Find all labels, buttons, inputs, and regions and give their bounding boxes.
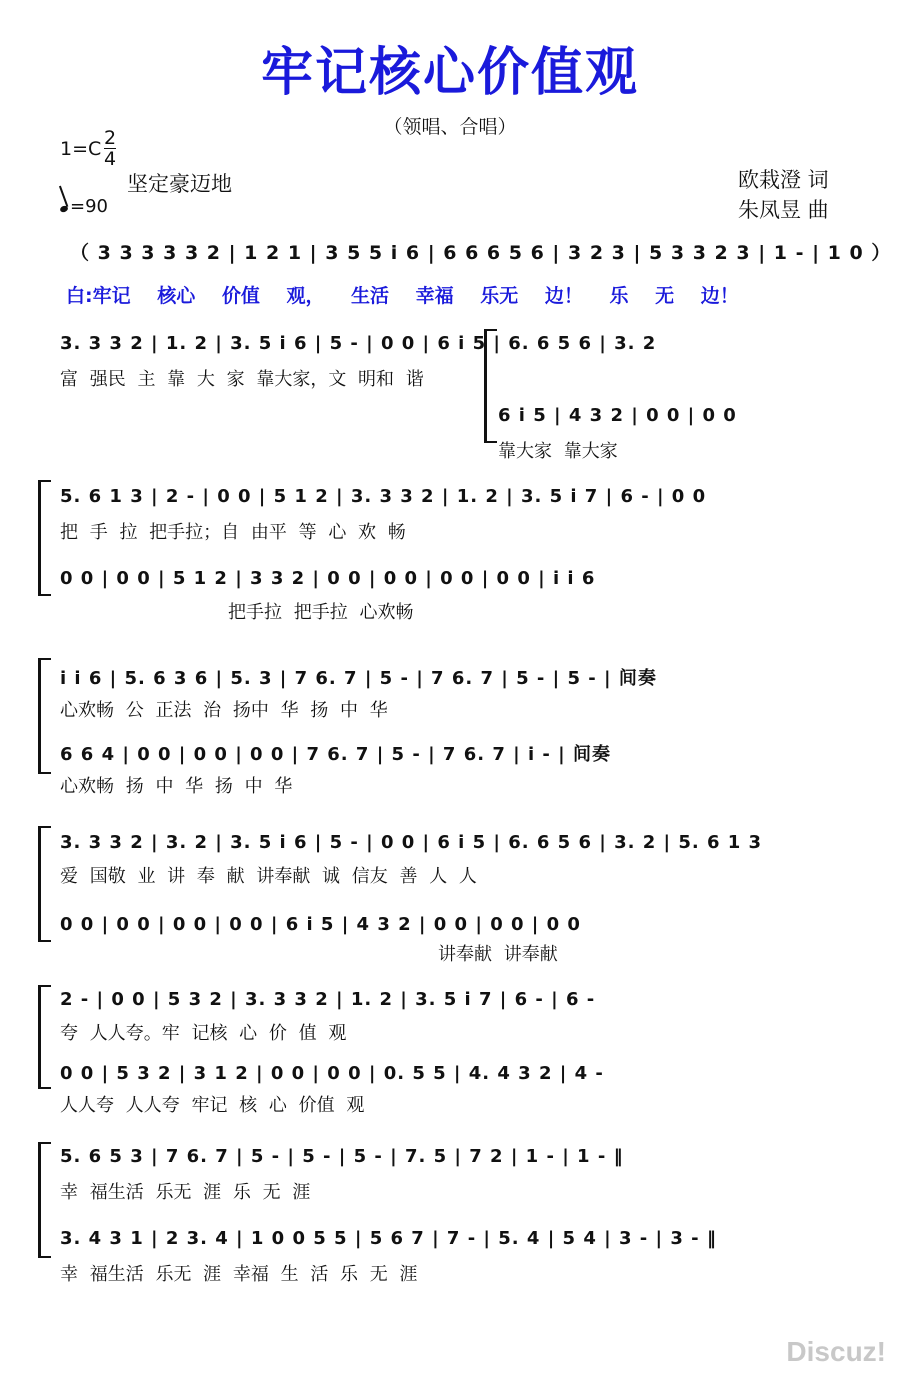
system-bracket [38, 658, 51, 774]
system-bracket [38, 985, 51, 1089]
score-system-6 [38, 1142, 864, 1285]
melody-lyrics: 爱 国敬 业 讲 奉 献 讲奉献 诚 信友 善 人 人 [60, 866, 477, 887]
intro-notation: （ 3 3 3 3 3 2 | 1 2 1 | 3 5 5 i 6 | 6 6 6 5 6 | 3 2 3 | 5 3 3 2 3 | 1 - | 1 0 ） [70, 242, 892, 264]
melody-lyrics: 夸 人人夸。牢 记核 心 价 值 观 [60, 1023, 347, 1044]
tempo-value: =90 [70, 196, 108, 217]
harmony-lyrics: 心欢畅 扬 中 华 扬 中 华 [60, 776, 293, 797]
score-system-3 [38, 658, 864, 798]
performance-note: （领唱、合唱） [383, 116, 517, 138]
melody-notes: 5. 6 1 3 | 2 - | 0 0 | 5 1 2 | 3. 3 3 2 | 1. 2 | 3. 5 i 7 | 6 - | 0 0 [60, 486, 707, 507]
harmony-lyrics: 讲奉献 讲奉献 [438, 944, 558, 965]
quarter-note-icon [59, 205, 69, 213]
time-signature [104, 128, 116, 169]
time-signature-top: 2 [104, 127, 117, 149]
system-bracket [38, 480, 51, 596]
harmony-lyrics: 幸 福生活 乐无 涯 幸福 生 活 乐 无 涯 [60, 1264, 418, 1285]
watermark: Discuz! [786, 1336, 886, 1367]
melody-lyrics: 富 强民 主 靠 大 家 靠大家，文 明和 谐 [60, 369, 424, 390]
system-bracket [38, 826, 51, 942]
melody-notes: 3. 3 3 2 | 1. 2 | 3. 5 i 6 | 5 - | 0 0 | 6 i 5 | 6. 6 5 6 | 3. 2 [60, 333, 657, 354]
melody-lyrics: 心欢畅 公 正法 治 扬中 华 扬 中 华 [60, 700, 388, 721]
composer-credit: 朱凤昱 曲 [738, 198, 829, 222]
melody-lyrics: 幸 福生活 乐无 涯 乐 无 涯 [60, 1182, 311, 1203]
harmony-lyrics: 人人夸 人人夸 牢记 核 心 价值 观 [60, 1095, 365, 1116]
harmony-notes: 0 0 | 0 0 | 5 1 2 | 3 3 2 | 0 0 | 0 0 | 0 0 | 0 0 | i i 6 [60, 568, 596, 589]
score-system-1 [38, 325, 864, 465]
harmony-notes: 0 0 | 0 0 | 0 0 | 0 0 | 6 i 5 | 4 3 2 | 0 0 | 0 0 | 0 0 [60, 914, 581, 935]
page-title: 牢记核心价值观 [260, 43, 639, 103]
harmony-lyrics: 靠大家 靠大家 [498, 441, 618, 462]
harmony-notes: 6 6 4 | 0 0 | 0 0 | 0 0 | 7 6. 7 | 5 - | 7 6. 7 | i - | 间奏 [60, 744, 611, 765]
time-signature-bottom: 4 [104, 148, 117, 170]
score-system-4 [38, 826, 864, 966]
spoken-line: 白:牢记 核心 价值 观， 生活 幸福 乐无 边！ 乐 无 边！ [66, 285, 739, 307]
melody-lyrics: 把 手 拉 把手拉；自 由平 等 心 欢 畅 [60, 522, 406, 543]
system-bracket [38, 1142, 51, 1258]
harmony-notes: 0 0 | 5 3 2 | 3 1 2 | 0 0 | 0 0 | 0. 5 5 | 4. 4 3 2 | 4 - [60, 1063, 604, 1084]
harmony-lyrics: 把手拉 把手拉 心欢畅 [228, 602, 414, 623]
tempo-mark [60, 196, 108, 217]
key-signature: 1=C [60, 138, 102, 160]
score-system-5 [38, 985, 864, 1125]
lyricist-credit: 欧栽澄 词 [738, 168, 829, 192]
harmony-notes: 3. 4 3 1 | 2 3. 4 | 1 0 0 5 5 | 5 6 7 | 7 - | 5. 4 | 5 4 | 3 - | 3 - ‖ [60, 1228, 717, 1249]
melody-notes: 5. 6 5 3 | 7 6. 7 | 5 - | 5 - | 5 - | 7. 5 | 7 2 | 1 - | 1 - ‖ [60, 1146, 624, 1167]
melody-notes: i i 6 | 5. 6 3 6 | 5. 3 | 7 6. 7 | 5 - | 7 6. 7 | 5 - | 5 - | 间奏 [60, 668, 657, 689]
harmony-notes: 6 i 5 | 4 3 2 | 0 0 | 0 0 [498, 405, 737, 426]
expression-mark: 坚定豪迈地 [127, 172, 232, 196]
melody-notes: 2 - | 0 0 | 5 3 2 | 3. 3 3 2 | 1. 2 | 3. 5 i 7 | 6 - | 6 - [60, 989, 596, 1010]
score-system-2 [38, 480, 864, 623]
melody-notes: 3. 3 3 2 | 3. 2 | 3. 5 i 6 | 5 - | 0 0 | 6 i 5 | 6. 6 5 6 | 3. 2 | 5. 6 1 3 [60, 832, 763, 853]
system-bracket [484, 329, 497, 443]
